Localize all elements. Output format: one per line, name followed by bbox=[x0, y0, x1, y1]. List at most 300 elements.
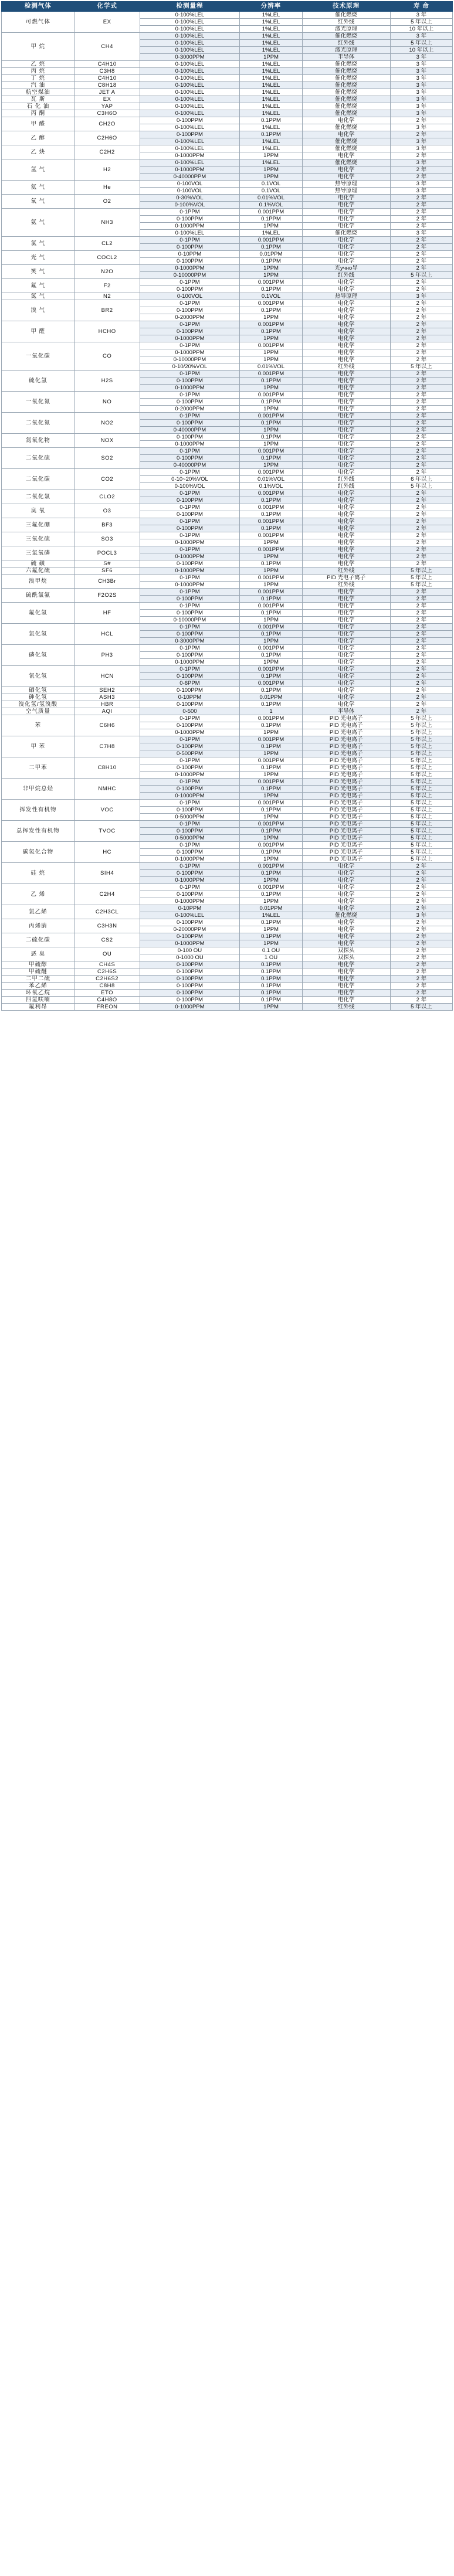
table-row bbox=[2, 715, 453, 722]
gas-name-cell: 氦 气 bbox=[2, 181, 75, 195]
gas-name-cell: 氯 气 bbox=[2, 237, 75, 251]
range-cell: 0-1PPM bbox=[140, 800, 240, 807]
formula-cell: C4H10 bbox=[74, 75, 140, 82]
range-cell: 0-3000PPM bbox=[140, 54, 240, 61]
lifetime-cell: 2 年 bbox=[390, 342, 452, 349]
lifetime-cell: 2 年 bbox=[390, 279, 452, 286]
lifetime-cell: 2 年 bbox=[390, 877, 452, 884]
range-cell: 0-1000PPM bbox=[140, 349, 240, 356]
formula-cell: EX bbox=[74, 12, 140, 33]
formula-cell: EX bbox=[74, 96, 140, 103]
gas-name-cell: 总挥发性有机物 bbox=[2, 821, 75, 842]
lifetime-cell: 2 年 bbox=[390, 371, 452, 378]
resolution-cell: 1PPM bbox=[240, 926, 302, 933]
range-cell: 0-1PPM bbox=[140, 603, 240, 610]
technology-cell: 电化学 bbox=[302, 413, 390, 420]
technology-cell: 电化学 bbox=[302, 441, 390, 448]
resolution-cell: 0.1PPM bbox=[240, 968, 302, 976]
lifetime-cell: 3 年 bbox=[390, 103, 452, 110]
technology-cell: 热导原理 bbox=[302, 181, 390, 188]
lifetime-cell: 5 年以上 bbox=[390, 750, 452, 757]
technology-cell: 电化学 bbox=[302, 504, 390, 511]
technology-cell: 电化学 bbox=[302, 596, 390, 603]
resolution-cell: 1PPM bbox=[240, 856, 302, 863]
range-cell: 0-100%LEL bbox=[140, 68, 240, 75]
lifetime-cell: 2 年 bbox=[390, 152, 452, 159]
lifetime-cell: 2 年 bbox=[390, 596, 452, 603]
gas-name-cell: 氨 气 bbox=[2, 209, 75, 237]
lifetime-cell: 5 年以上 bbox=[390, 575, 452, 582]
resolution-cell: 0.1PPM bbox=[240, 961, 302, 968]
lifetime-cell: 2 年 bbox=[390, 385, 452, 392]
range-cell: 0-100PPM bbox=[140, 891, 240, 898]
lifetime-cell: 5 年以上 bbox=[390, 757, 452, 764]
lifetime-cell: 3 年 bbox=[390, 912, 452, 919]
gas-name-cell: 氧 气 bbox=[2, 195, 75, 209]
resolution-cell: 1%LEL bbox=[240, 159, 302, 166]
range-cell: 0-1PPM bbox=[140, 504, 240, 511]
resolution-cell: 1%LEL bbox=[240, 47, 302, 54]
table-row bbox=[2, 990, 453, 997]
gas-name-cell: 可燃气体 bbox=[2, 12, 75, 33]
range-cell: 0-40000PPM bbox=[140, 427, 240, 434]
technology-cell: 电化学 bbox=[302, 469, 390, 476]
lifetime-cell: 2 年 bbox=[390, 933, 452, 940]
technology-cell: 电化学 bbox=[302, 560, 390, 567]
technology-cell: 电化学 bbox=[302, 694, 390, 701]
resolution-cell: 0.1PPM bbox=[240, 455, 302, 462]
table-row bbox=[2, 434, 453, 441]
range-cell: 0-1PPM bbox=[140, 209, 240, 216]
lifetime-cell: 2 年 bbox=[390, 898, 452, 905]
lifetime-cell: 2 年 bbox=[390, 680, 452, 687]
formula-cell: SIH4 bbox=[74, 863, 140, 884]
table-row bbox=[2, 645, 453, 652]
resolution-cell: 0.1%VOL bbox=[240, 483, 302, 490]
formula-cell: H2 bbox=[74, 159, 140, 181]
lifetime-cell: 5 年以上 bbox=[390, 835, 452, 842]
technology-cell: 电化学 bbox=[302, 434, 390, 441]
resolution-cell: 0.1PPM bbox=[240, 828, 302, 835]
formula-cell: NO bbox=[74, 392, 140, 413]
range-cell: 0-100PPM bbox=[140, 701, 240, 708]
range-cell: 0-100PPM bbox=[140, 961, 240, 968]
gas-name-cell: 丁 烷 bbox=[2, 75, 75, 82]
resolution-cell: 0.001PPM bbox=[240, 680, 302, 687]
range-cell: 0-100PPM bbox=[140, 933, 240, 940]
technology-cell: 电化学 bbox=[302, 356, 390, 363]
range-cell: 0-100%LEL bbox=[140, 912, 240, 919]
range-cell: 0-1000PPM bbox=[140, 729, 240, 736]
resolution-cell: 1PPM bbox=[240, 582, 302, 589]
resolution-cell: 1PPM bbox=[240, 314, 302, 321]
range-cell: 0-1000PPM bbox=[140, 441, 240, 448]
lifetime-cell: 2 年 bbox=[390, 638, 452, 645]
resolution-cell: 0.01PPM bbox=[240, 905, 302, 912]
resolution-cell: 0.001PPM bbox=[240, 532, 302, 539]
technology-cell: 催化燃烧 bbox=[302, 159, 390, 166]
technology-cell: 热导原理 bbox=[302, 293, 390, 300]
resolution-cell: 1PPM bbox=[240, 877, 302, 884]
range-cell: 0-500 bbox=[140, 708, 240, 715]
lifetime-cell: 5 年以上 bbox=[390, 582, 452, 589]
technology-cell: 催化燃烧 bbox=[302, 61, 390, 68]
formula-cell: C8H8 bbox=[74, 983, 140, 990]
range-cell: 0-1000PPM bbox=[140, 940, 240, 947]
lifetime-cell: 5 年以上 bbox=[390, 849, 452, 856]
resolution-cell: 1%LEL bbox=[240, 89, 302, 96]
table-row bbox=[2, 490, 453, 497]
header-formula: 化学式 bbox=[74, 2, 140, 12]
resolution-cell: 1PPM bbox=[240, 54, 302, 61]
range-cell: 0-100PPM bbox=[140, 610, 240, 617]
lifetime-cell: 2 年 bbox=[390, 947, 452, 954]
lifetime-cell: 3 年 bbox=[390, 75, 452, 82]
table-row bbox=[2, 624, 453, 631]
resolution-cell: 0.1PPM bbox=[240, 990, 302, 997]
resolution-cell: 1PPM bbox=[240, 617, 302, 624]
gas-name-cell: 甲硫醚 bbox=[2, 968, 75, 976]
formula-cell: C2H6O bbox=[74, 131, 140, 145]
gas-name-cell: 氯化氢 bbox=[2, 624, 75, 645]
range-cell: 0-100PPM bbox=[140, 849, 240, 856]
technology-cell: 红外线 bbox=[302, 363, 390, 371]
lifetime-cell: 2 年 bbox=[390, 539, 452, 546]
table-body bbox=[2, 12, 453, 1011]
lifetime-cell: 2 年 bbox=[390, 645, 452, 652]
lifetime-cell: 5 年以上 bbox=[390, 363, 452, 371]
resolution-cell: 0.1PPM bbox=[240, 786, 302, 793]
technology-cell: PID 光电离子 bbox=[302, 828, 390, 835]
table-row bbox=[2, 546, 453, 553]
resolution-cell: 0.001PPM bbox=[240, 504, 302, 511]
lifetime-cell: 2 年 bbox=[390, 497, 452, 504]
range-cell: 0-1PPM bbox=[140, 821, 240, 828]
lifetime-cell: 5 年以上 bbox=[390, 567, 452, 575]
resolution-cell: 0.001PPM bbox=[240, 490, 302, 497]
lifetime-cell: 2 年 bbox=[390, 673, 452, 680]
range-cell: 0-100PPM bbox=[140, 286, 240, 293]
resolution-cell: 0.001PPM bbox=[240, 884, 302, 891]
range-cell: 0-1PPM bbox=[140, 532, 240, 539]
formula-cell: CH4 bbox=[74, 33, 140, 61]
lifetime-cell: 2 年 bbox=[390, 694, 452, 701]
technology-cell: PID 光电离子 bbox=[302, 772, 390, 779]
resolution-cell: 1%LEL bbox=[240, 68, 302, 75]
technology-cell: 电化学 bbox=[302, 490, 390, 497]
table-row bbox=[2, 448, 453, 455]
resolution-cell: 1PPM bbox=[240, 793, 302, 800]
formula-cell: F2 bbox=[74, 279, 140, 293]
resolution-cell: 0.1PPM bbox=[240, 511, 302, 518]
resolution-cell: 0.1PPM bbox=[240, 560, 302, 567]
resolution-cell: 0.1PPM bbox=[240, 673, 302, 680]
lifetime-cell: 5 年以上 bbox=[390, 736, 452, 743]
formula-cell: AQI bbox=[74, 708, 140, 715]
range-cell: 0-10000PPM bbox=[140, 272, 240, 279]
resolution-cell: 0.1PPM bbox=[240, 687, 302, 694]
technology-cell: 电化学 bbox=[302, 237, 390, 244]
resolution-cell: 0.1PPM bbox=[240, 399, 302, 406]
lifetime-cell: 5 年以上 bbox=[390, 793, 452, 800]
lifetime-cell: 3 年 bbox=[390, 12, 452, 19]
lifetime-cell: 3 年 bbox=[390, 54, 452, 61]
gas-name-cell: 溴化氢/氢溴酸 bbox=[2, 701, 75, 708]
technology-cell: 电化学 bbox=[302, 926, 390, 933]
lifetime-cell: 2 年 bbox=[390, 413, 452, 420]
resolution-cell: 1 bbox=[240, 708, 302, 715]
range-cell: 0-100PPM bbox=[140, 807, 240, 814]
technology-cell: PID 光电离子 bbox=[302, 842, 390, 849]
range-cell: 0-100%LEL bbox=[140, 103, 240, 110]
technology-cell: 红外线 bbox=[302, 1004, 390, 1011]
technology-cell: 热导原理 bbox=[302, 188, 390, 195]
lifetime-cell: 5 年以上 bbox=[390, 779, 452, 786]
range-cell: 0-2000PPM bbox=[140, 406, 240, 413]
technology-cell: 电化学 bbox=[302, 884, 390, 891]
lifetime-cell: 2 年 bbox=[390, 469, 452, 476]
range-cell: 0-5000PPM bbox=[140, 835, 240, 842]
resolution-cell: 0.001PPM bbox=[240, 715, 302, 722]
technology-cell: 红外线 bbox=[302, 272, 390, 279]
technology-cell: 电化学 bbox=[302, 997, 390, 1004]
formula-cell: TVOC bbox=[74, 821, 140, 842]
table-row bbox=[2, 321, 453, 328]
gas-name-cell: 氰化氢 bbox=[2, 666, 75, 687]
formula-cell: YAP bbox=[74, 103, 140, 110]
gas-name-cell: 硒化氢 bbox=[2, 687, 75, 694]
lifetime-cell: 2 年 bbox=[390, 884, 452, 891]
table-row bbox=[2, 687, 453, 694]
gas-name-cell: 非甲烷总烃 bbox=[2, 779, 75, 800]
gas-spec-table bbox=[1, 1, 453, 1011]
resolution-cell: 1PPM bbox=[240, 385, 302, 392]
technology-cell: 催化燃烧 bbox=[302, 82, 390, 89]
formula-cell: O2 bbox=[74, 195, 140, 209]
formula-cell: COCL2 bbox=[74, 251, 140, 265]
range-cell: 0-1PPM bbox=[140, 736, 240, 743]
range-cell: 0-100%LEL bbox=[140, 33, 240, 40]
gas-name-cell: 乙 炔 bbox=[2, 145, 75, 159]
resolution-cell: 1PPM bbox=[240, 659, 302, 666]
formula-cell: NH3 bbox=[74, 209, 140, 237]
range-cell: 0-1PPM bbox=[140, 863, 240, 870]
technology-cell: 电化学 bbox=[302, 202, 390, 209]
gas-name-cell: 二氧化硫 bbox=[2, 448, 75, 469]
lifetime-cell: 2 年 bbox=[390, 532, 452, 539]
table-header-row bbox=[2, 2, 453, 12]
gas-name-cell: 氢 气 bbox=[2, 159, 75, 181]
range-cell: 0-100VOL bbox=[140, 293, 240, 300]
gas-name-cell: 光 气 bbox=[2, 251, 75, 265]
resolution-cell: 0.1PPM bbox=[240, 286, 302, 293]
table-row bbox=[2, 61, 453, 68]
resolution-cell: 0.1PPM bbox=[240, 807, 302, 814]
technology-cell: 电化学 bbox=[302, 666, 390, 673]
resolution-cell: 0.001PPM bbox=[240, 469, 302, 476]
table-row bbox=[2, 842, 453, 849]
range-cell: 0-1000PPM bbox=[140, 553, 240, 560]
range-cell: 0-1PPM bbox=[140, 666, 240, 673]
range-cell: 0-1PPM bbox=[140, 624, 240, 631]
resolution-cell: 1PPM bbox=[240, 427, 302, 434]
technology-cell: 电化学 bbox=[302, 378, 390, 385]
formula-cell: HC bbox=[74, 842, 140, 863]
formula-cell: NOX bbox=[74, 434, 140, 448]
lifetime-cell: 3 年 bbox=[390, 110, 452, 117]
gas-name-cell: 甲 苯 bbox=[2, 736, 75, 757]
table-row bbox=[2, 1004, 453, 1011]
table-row bbox=[2, 413, 453, 420]
lifetime-cell: 5 年以上 bbox=[390, 722, 452, 729]
gas-name-cell: 挥发性有机物 bbox=[2, 800, 75, 821]
formula-cell: CL2 bbox=[74, 237, 140, 251]
lifetime-cell: 5 年以上 bbox=[390, 764, 452, 772]
range-cell: 0-100PPM bbox=[140, 420, 240, 427]
technology-cell: 催化燃烧 bbox=[302, 124, 390, 131]
gas-name-cell: 臭 氧 bbox=[2, 504, 75, 518]
table-row bbox=[2, 736, 453, 743]
gas-name-cell: 二甲二硫 bbox=[2, 976, 75, 983]
lifetime-cell: 3 年 bbox=[390, 230, 452, 237]
range-cell: 0-100PPM bbox=[140, 631, 240, 638]
table-row bbox=[2, 504, 453, 511]
range-cell: 0-100PPM bbox=[140, 652, 240, 659]
table-row bbox=[2, 237, 453, 244]
table-row bbox=[2, 757, 453, 764]
technology-cell: PID 光电离子 bbox=[302, 757, 390, 764]
resolution-cell: 0.1PPM bbox=[240, 596, 302, 603]
range-cell: 0-1PPM bbox=[140, 300, 240, 307]
range-cell: 0-100%LEL bbox=[140, 75, 240, 82]
lifetime-cell: 2 年 bbox=[390, 131, 452, 138]
technology-cell: 电化学 bbox=[302, 870, 390, 877]
table-row bbox=[2, 694, 453, 701]
gas-name-cell: 恶 臭 bbox=[2, 947, 75, 961]
range-cell: 0-100%LEL bbox=[140, 61, 240, 68]
lifetime-cell: 2 年 bbox=[390, 919, 452, 926]
formula-cell: ASH3 bbox=[74, 694, 140, 701]
range-cell: 0-1000PPM bbox=[140, 152, 240, 159]
gas-name-cell: 一氧化碳 bbox=[2, 342, 75, 371]
formula-cell: NMHC bbox=[74, 779, 140, 800]
resolution-cell: 0.01%VOL bbox=[240, 363, 302, 371]
resolution-cell: 0.1PPM bbox=[240, 764, 302, 772]
resolution-cell: 1PPM bbox=[240, 265, 302, 272]
resolution-cell: 1%LEL bbox=[240, 96, 302, 103]
technology-cell: PID 光电离子 bbox=[302, 807, 390, 814]
range-cell: 0-1PPM bbox=[140, 413, 240, 420]
range-cell: 0-100PPM bbox=[140, 722, 240, 729]
gas-name-cell: 苯 bbox=[2, 715, 75, 736]
formula-cell: FREON bbox=[74, 1004, 140, 1011]
technology-cell: 催化燃烧 bbox=[302, 89, 390, 96]
range-cell: 0-100PPM bbox=[140, 990, 240, 997]
technology-cell: 红外线 bbox=[302, 476, 390, 483]
technology-cell: 电化学 bbox=[302, 617, 390, 624]
range-cell: 0-10~20%VOL bbox=[140, 476, 240, 483]
range-cell: 0-100PPM bbox=[140, 497, 240, 504]
technology-cell: 电化学 bbox=[302, 673, 390, 680]
range-cell: 0-100VOL bbox=[140, 188, 240, 195]
table-row bbox=[2, 300, 453, 307]
range-cell: 0-100PPM bbox=[140, 258, 240, 265]
lifetime-cell: 3 年 bbox=[390, 138, 452, 145]
lifetime-cell: 2 年 bbox=[390, 237, 452, 244]
technology-cell: 红外线 bbox=[302, 40, 390, 47]
gas-name-cell: 笑 气 bbox=[2, 265, 75, 279]
technology-cell: 电化学 bbox=[302, 701, 390, 708]
range-cell: 0-100PPM bbox=[140, 216, 240, 223]
technology-cell: 催化燃烧 bbox=[302, 75, 390, 82]
lifetime-cell: 2 年 bbox=[390, 666, 452, 673]
table-row bbox=[2, 75, 453, 82]
resolution-cell: 0.1%VOL bbox=[240, 202, 302, 209]
lifetime-cell: 2 年 bbox=[390, 624, 452, 631]
gas-name-cell: 石 化 油 bbox=[2, 103, 75, 110]
range-cell: 0-100PPM bbox=[140, 525, 240, 532]
technology-cell: 电化学 bbox=[302, 462, 390, 469]
lifetime-cell: 2 年 bbox=[390, 983, 452, 990]
range-cell: 0-1PPM bbox=[140, 342, 240, 349]
technology-cell: 电化学 bbox=[302, 905, 390, 912]
resolution-cell: 1%LEL bbox=[240, 145, 302, 152]
table-row bbox=[2, 968, 453, 976]
lifetime-cell: 2 年 bbox=[390, 525, 452, 532]
gas-detection-spec-sheet bbox=[0, 1, 454, 1011]
range-cell: 0-100PPM bbox=[140, 976, 240, 983]
range-cell: 0-3000PPM bbox=[140, 638, 240, 645]
resolution-cell: 0.001PPM bbox=[240, 546, 302, 553]
resolution-cell: 1%LEL bbox=[240, 82, 302, 89]
lifetime-cell: 2 年 bbox=[390, 427, 452, 434]
technology-cell: 红外线 bbox=[302, 483, 390, 490]
lifetime-cell: 2 年 bbox=[390, 223, 452, 230]
range-cell: 0-10PPM bbox=[140, 905, 240, 912]
gas-name-cell: 丙 酮 bbox=[2, 110, 75, 117]
lifetime-cell: 5 年以上 bbox=[390, 821, 452, 828]
formula-cell: C6H6 bbox=[74, 715, 140, 736]
table-row bbox=[2, 800, 453, 807]
technology-cell: 电化学 bbox=[302, 940, 390, 947]
formula-cell: C7H8 bbox=[74, 736, 140, 757]
technology-cell: 电化学 bbox=[302, 166, 390, 174]
technology-cell: PID 光电离子 bbox=[302, 736, 390, 743]
resolution-cell: 1PPM bbox=[240, 174, 302, 181]
resolution-cell: 1%LEL bbox=[240, 912, 302, 919]
range-cell: 0-100PPM bbox=[140, 870, 240, 877]
resolution-cell: 1PPM bbox=[240, 272, 302, 279]
technology-cell: 催化燃烧 bbox=[302, 68, 390, 75]
gas-name-cell: 氯乙烯 bbox=[2, 905, 75, 919]
resolution-cell: 0.1PPM bbox=[240, 244, 302, 251]
range-cell: 0-1PPM bbox=[140, 757, 240, 764]
technology-cell: 电化学 bbox=[302, 300, 390, 307]
gas-name-cell: 氟 气 bbox=[2, 279, 75, 293]
lifetime-cell: 2 年 bbox=[390, 356, 452, 363]
resolution-cell: 0.1PPM bbox=[240, 497, 302, 504]
gas-name-cell: 氮氧化物 bbox=[2, 434, 75, 448]
technology-cell: PID 光电离子 bbox=[302, 800, 390, 807]
resolution-cell: 1PPM bbox=[240, 750, 302, 757]
technology-cell: 电化学 bbox=[302, 342, 390, 349]
table-row bbox=[2, 976, 453, 983]
lifetime-cell: 5 年以上 bbox=[390, 800, 452, 807]
resolution-cell: 1%LEL bbox=[240, 61, 302, 68]
technology-cell: PID 光电离子 bbox=[302, 750, 390, 757]
formula-cell: S# bbox=[74, 560, 140, 567]
gas-name-cell: 环氧乙烷 bbox=[2, 990, 75, 997]
